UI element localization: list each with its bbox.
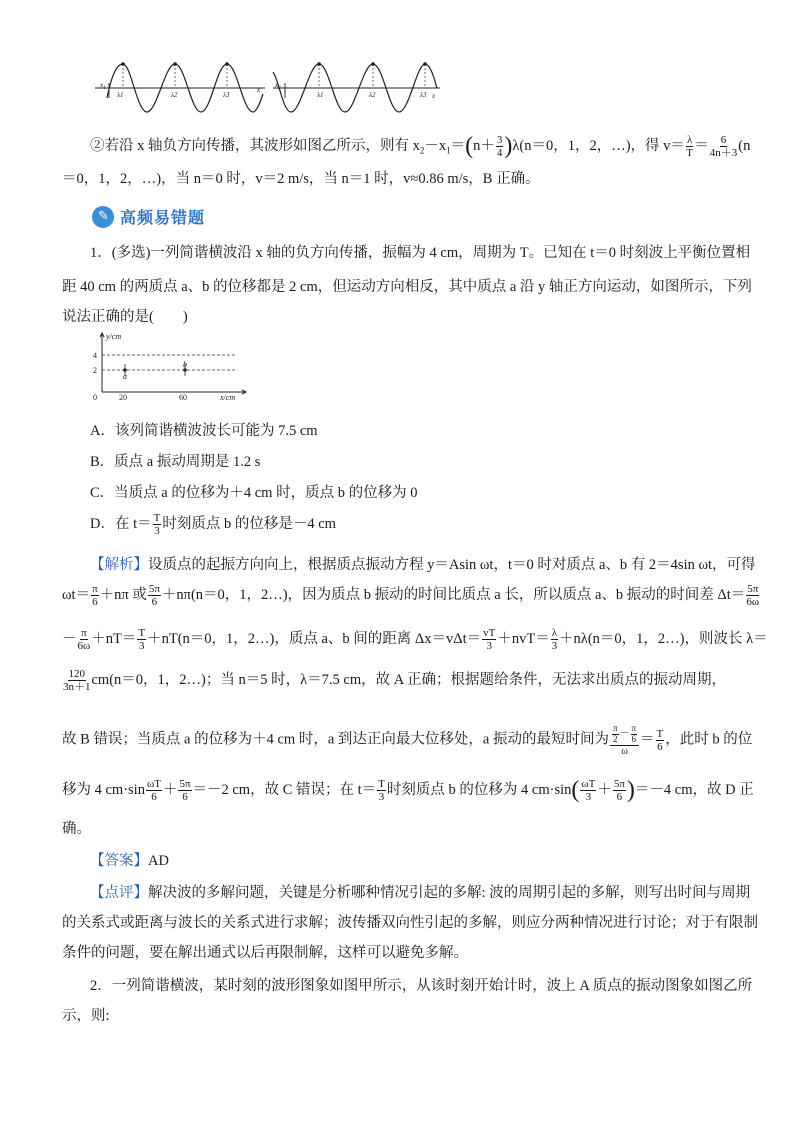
analysis-line-5: 故 B 错误；当质点 a 的位移为＋4 cm 时，a 到达正向最大位移处，a 振动的最短时间为 $\frac{\pi}{2}$ － $\frac{\pi}{6}$ ω ＝ $\frac{T}{6}$ ，此时 b 的位 [62,723,753,757]
svg-text:x: x [257,86,261,94]
analysis-line-6: 移为 4 cm·sin $\frac{\omega T}{6}$ ＋ $\frac{5\pi}{6}$ ＝－2 cm，故 C 错误；在 t＝ $\frac{T}{3}$ 时刻质点 b 的位移为 4 cm·sin( $\frac{\omega T}{3}$ ＋ $\frac{5\pi}{6}$ )＝－4 cm，故 D 正 [62,777,754,803]
comment-line-1: 【点评】解决波的多解问题，关键是分析哪种情况引起的多解: 波的周期引起的多解，则写出时间与周期 [90,885,751,901]
q1-option-b: B．质点 a 振动周期是 1.2 s [90,454,261,470]
section-title: 高频易错题 [120,208,206,227]
answer-value: AD [148,853,169,869]
comment-line-3: 条件的问题，要在解出通式以后再限制解，这样可以避免多解。 [62,945,468,961]
svg-text:a: a [123,372,127,381]
svg-text:20: 20 [119,393,127,400]
prev-solution-line-2: ＝0，1，2，…)，当 n＝0 时，v＝2 m/s，当 n＝1 时，v≈0.86 m/s，B 正确。 [62,171,540,187]
wave-figure-top [95,58,440,116]
svg-text:x: x [432,92,436,100]
q2-line-1: 2．一列简谐横波，某时刻的波形图象如图甲所示，从该时刻开始计时，波上 A 质点的振动图象如图乙所 [90,978,753,994]
comment-tag: 【点评】 [90,885,148,901]
prev-solution-line-1: ②若沿 x 轴负方向传播，其波形如图乙所示，则有 $x_2-x_1=(n+$ $\frac{3}{4}$ )λ(n＝0，1，2，…)，得 v＝ $\frac{\lambda}{T}$ ＝ $\frac{6}{4n+3}$ (n [90,133,751,159]
svg-text:b: b [183,360,187,369]
analysis-line-2: ωt＝ $\frac{\pi}{6}$ ＋nπ 或 $\frac{5\pi}{6}$ ＋nπ(n＝0，1，2…)，因为质点 b 振动的时间比质点 a 长，所以质点 a、b 振动的时间差 Δt＝ $\frac{5\pi}{6\omega}$ [62,583,760,609]
analysis-line-1: 【解析】设质点的起振方向向上，根据质点振动方程 y＝Asin ωt，t＝0 时对质点 a、b 有 2＝4sin ωt，可得 [90,557,756,573]
pencil-icon: ✎ [92,206,114,228]
q1-option-d: D．在 t＝ $\frac{T}{3}$ 时刻质点 b 的位移是－4 cm [90,512,336,538]
q1-option-a: A．该列简谐横波波长可能为 7.5 cm [90,423,318,439]
svg-text:2: 2 [93,366,97,375]
analysis-tag: 【解析】 [90,557,148,573]
q1-graph [90,330,250,400]
svg-text:y/cm: y/cm [106,332,122,341]
q1-option-c: C．当质点 a 的位移为＋4 cm 时，质点 b 的位移为 0 [90,485,418,501]
svg-text:x2: $x_2$ [275,81,281,91]
svg-text:λ1: λ1 [317,91,324,99]
svg-text:x1: $x_1$ [100,81,106,91]
answer-tag: 【答案】 [90,853,148,869]
svg-text:λ3: λ3 [223,91,230,99]
q1-line-2: 距 40 cm 的两质点 a、b 的位移都是 2 cm，但运动方向相反，其中质点 a 沿 y 轴正方向运动，如图所示，下列 [62,279,752,295]
svg-text:4: 4 [93,351,97,360]
q2-line-2: 示，则: [62,1008,110,1024]
q1-line-1: 1．(多选)一列简谐横波沿 x 轴的负方向传播，振幅为 4 cm，周期为 T。已知在 t＝0 时刻波上平衡位置相 [90,245,751,261]
svg-text:λ2: λ2 [369,91,376,99]
analysis-line-4: $\frac{120}{3n+1}$ cm(n＝0，1，2…)；当 n＝5 时，λ＝7.5 cm，故 A 正确；根据题给条件，无法求出质点的振动周期， [63,668,727,694]
svg-text:0: 0 [93,393,97,400]
svg-text:λ2: λ2 [171,91,178,99]
answer-line [90,849,169,870]
analysis-line-3: － $\frac{\pi}{6\omega}$ ＋nT＝ $\frac{T}{3}$ ＋nT(n＝0，1，2…)，质点 a、b 间的距离 Δx＝vΔt＝ $\frac{vT}{3}$ ＋nvT＝ $\frac{\lambda}{3}$ ＋nλ(n＝0，1，2…)，则波长 λ＝ [62,627,768,653]
svg-text:λ1: λ1 [117,91,124,99]
svg-text:x/cm: x/cm [220,393,236,400]
section-header [92,205,205,228]
svg-text:λ3: λ3 [420,91,427,99]
analysis-line-7: 确。 [62,821,91,837]
svg-text:60: 60 [179,393,187,400]
q1-line-3: 说法正确的是( ) [62,309,188,325]
comment-line-2: 的关系式或距离与波长的关系式进行求解；波传播双向性引起的多解，则应分两种情况进行讨论；对于有限制 [62,915,758,931]
